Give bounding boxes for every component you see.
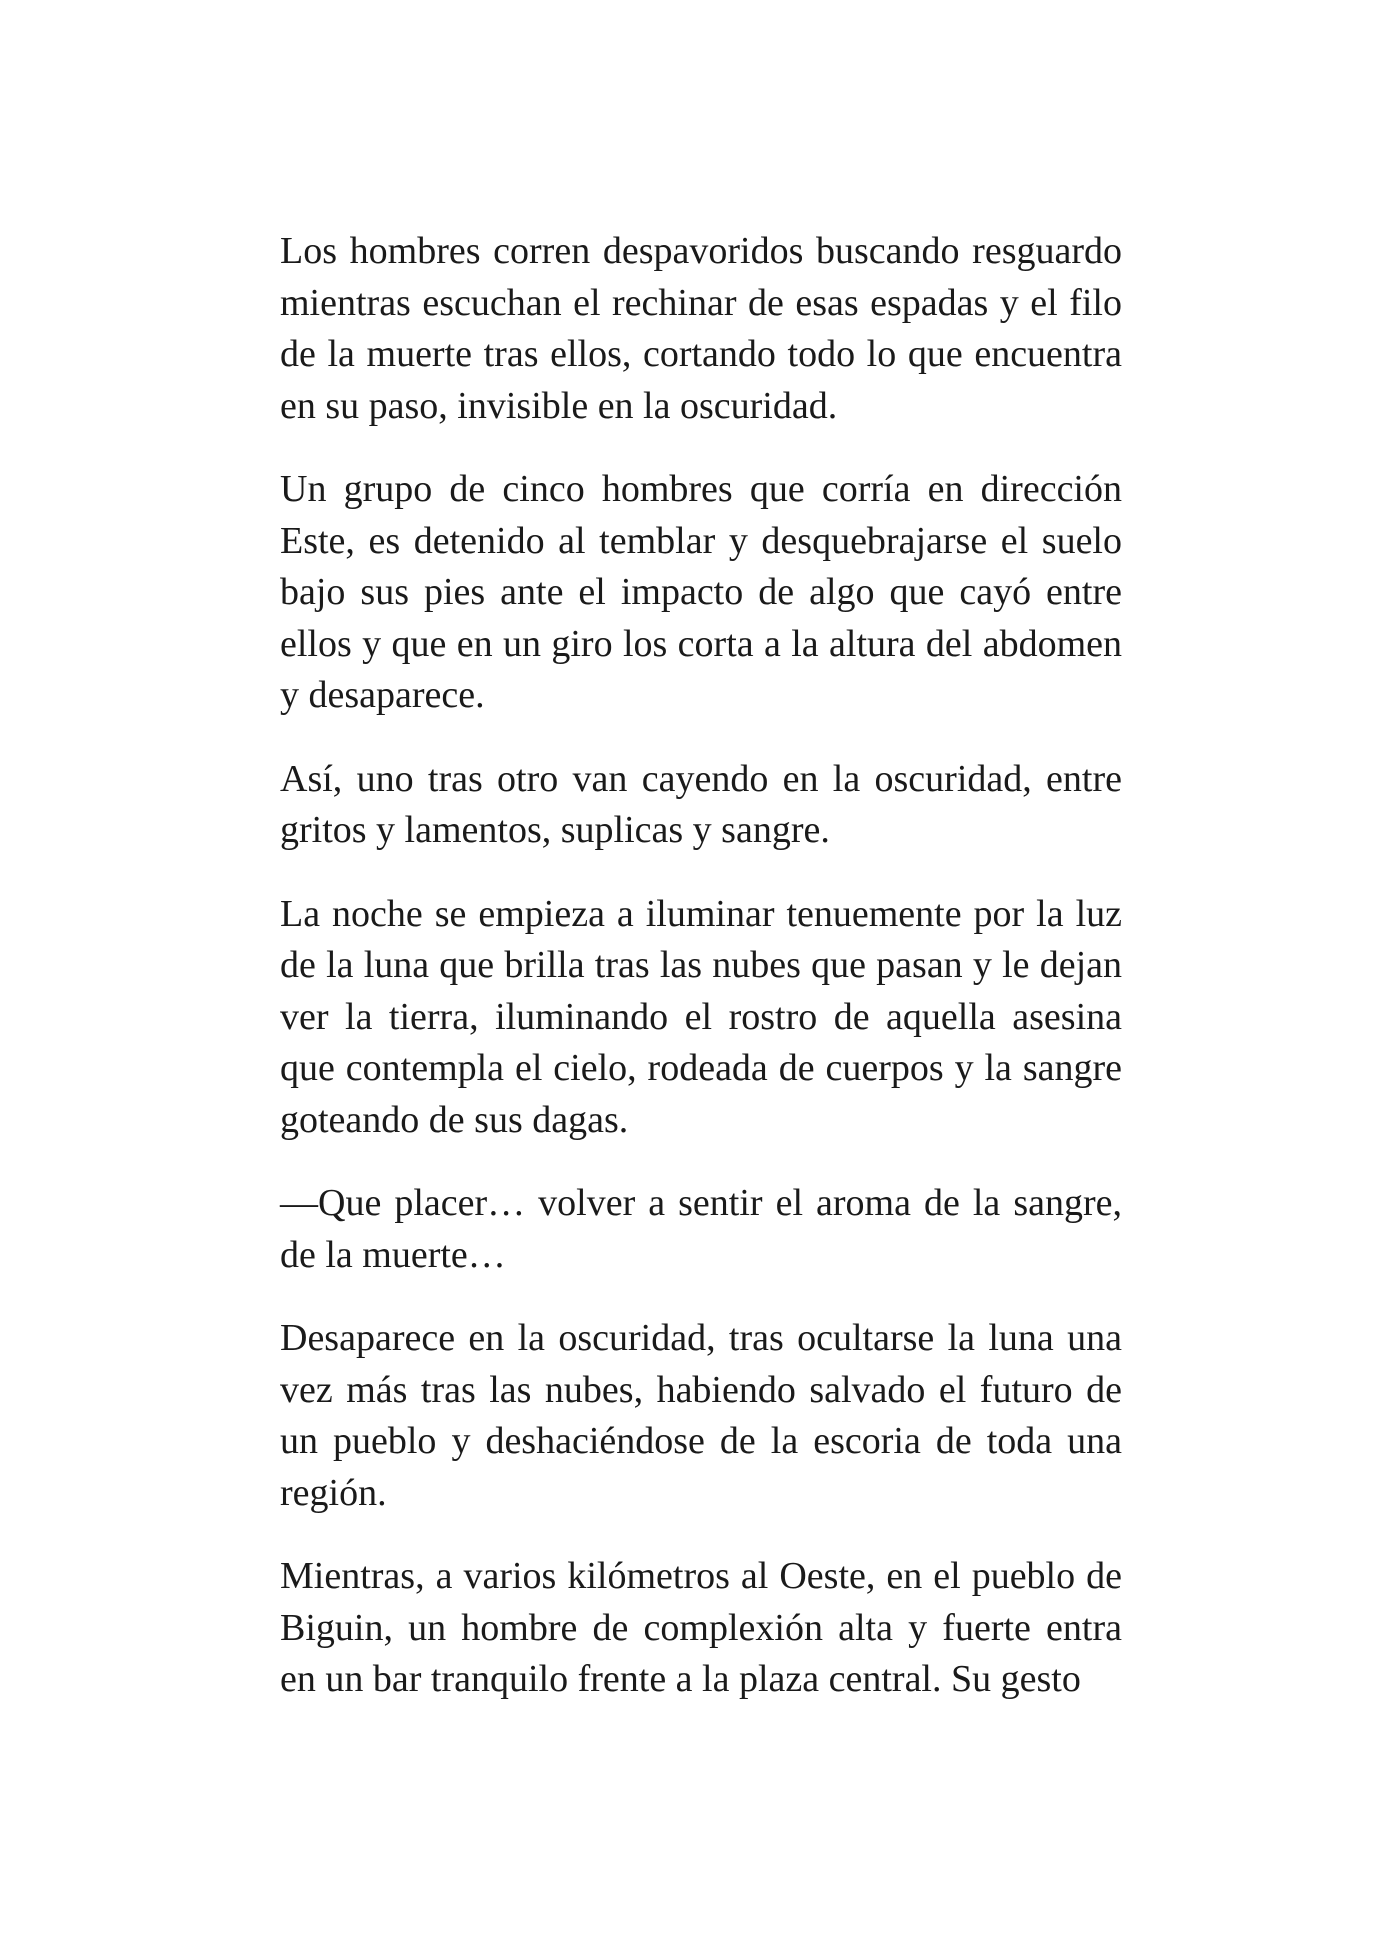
paragraph-1: Los hombres corren despavoridos buscando resguardo mientras escuchan el rechinar de esas espadas y el filo de la muerte tras ellos, cortando todo lo que encuentra en su paso, invisible en la oscuridad. [280, 230, 1122, 427]
paragraph-4: La noche se empieza a iluminar tenuemente por la luz de la luna que brilla tras las nubes que pasan y le dejan ver la tierra, iluminando el rostro de aquella asesina que contempla el cielo, rodeada de cuerpos y la sangre goteando de sus dagas. [280, 892, 1122, 1141]
paragraph-2: Un grupo de cinco hombres que corría en dirección Este, es detenido al temblar y desquebrajarse el suelo bajo sus pies ante el impacto de algo que cayó entre ellos y que en un giro los corta a la altura del abdomen y desaparece. [280, 468, 1122, 716]
paragraph-7: Mientras, a varios kilómetros al Oeste, en el pueblo de Biguin, un hombre de complexión alta y fuerte entra en un bar tranquilo frente a la plaza central. Su gesto [280, 1555, 1122, 1700]
paragraph-3: Así, uno tras otro van cayendo en la oscuridad, entre gritos y lamentos, suplicas y sangre. [280, 757, 1122, 851]
paragraph-6: Desaparece en la oscuridad, tras ocultarse la luna una vez más tras las nubes, habiendo salvado el futuro de un pueblo y deshaciéndose de la escoria de toda una región. [280, 1317, 1122, 1514]
body-text [280, 226, 1122, 1738]
paragraph-5-dialogue: —Que placer… volver a sentir el aroma de la sangre, de la muerte… [280, 1182, 1122, 1276]
